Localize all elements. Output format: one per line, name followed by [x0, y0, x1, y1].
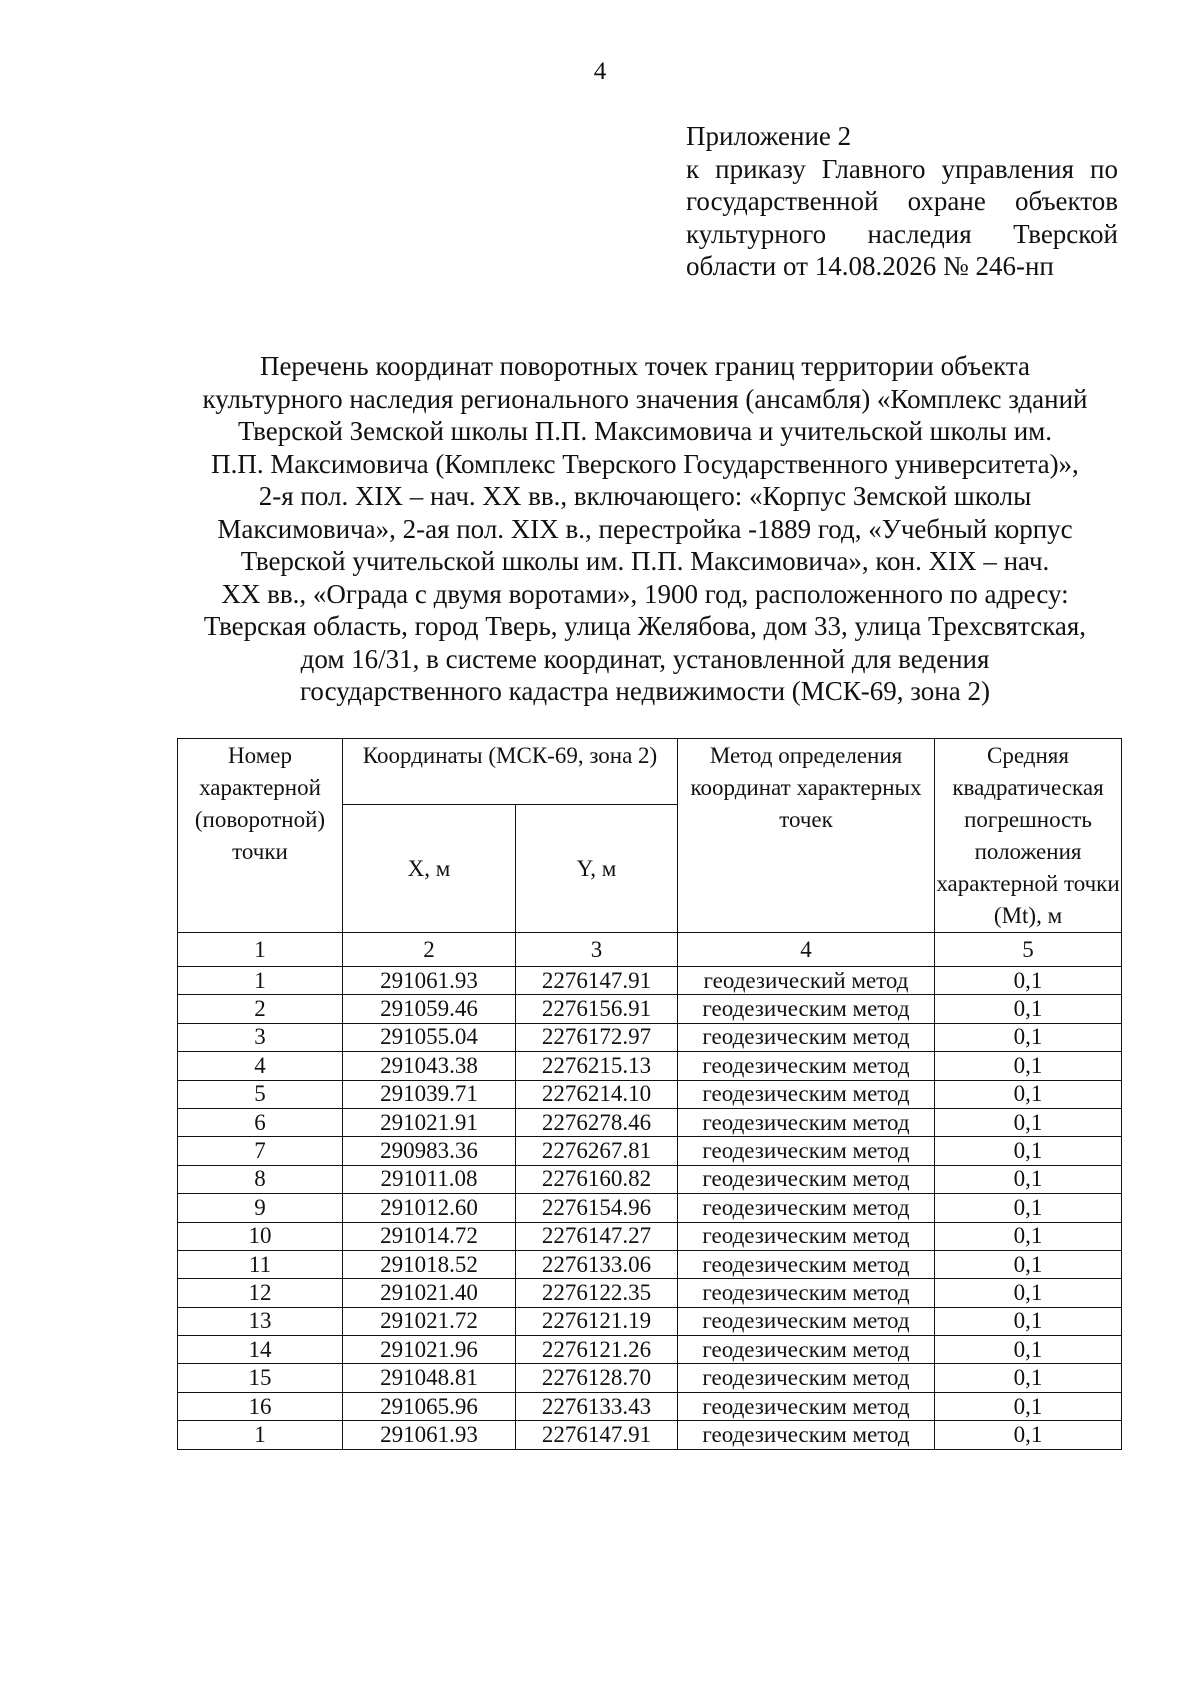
cell-x: 291061.93 [343, 967, 516, 995]
cell-y: 2276172.97 [516, 1023, 678, 1051]
cell-method: геодезическим метод [678, 1023, 935, 1051]
title-line: Тверская область, город Тверь, улица Желябова, дом 33, улица Трехсвятская, [203, 611, 1087, 641]
table-row [178, 1364, 1122, 1392]
cell-point-number: 9 [178, 1194, 343, 1222]
table-row [178, 1279, 1122, 1307]
table-row [178, 1307, 1122, 1335]
title-line: П.П. Максимовича (Комплекс Тверского Государственного университета)», [211, 448, 1079, 479]
cell-point-number: 3 [178, 1023, 343, 1051]
table-row [178, 1222, 1122, 1250]
cell-point-number: 7 [178, 1137, 343, 1165]
cell-y: 2276122.35 [516, 1279, 678, 1307]
cell-method: геодезическим метод [678, 1052, 935, 1080]
cell-point-number: 14 [178, 1336, 343, 1364]
cell-x: 291021.72 [343, 1307, 516, 1335]
cell-error: 0,1 [935, 1336, 1122, 1364]
cell-y: 2276133.06 [516, 1250, 678, 1278]
header-coordinates: Координаты (МСК-69, зона 2) [343, 739, 678, 805]
cell-method: геодезическим метод [678, 995, 935, 1023]
cell-x: 291059.46 [343, 995, 516, 1023]
cell-method: геодезическим метод [678, 1364, 935, 1392]
cell-y: 2276147.91 [516, 967, 678, 995]
cell-error: 0,1 [935, 1307, 1122, 1335]
table-row [178, 1052, 1122, 1080]
cell-y: 2276147.91 [516, 1421, 678, 1449]
cell-y: 2276121.19 [516, 1307, 678, 1335]
cell-error: 0,1 [935, 995, 1122, 1023]
cell-method: геодезическим метод [678, 1194, 935, 1222]
cell-method: геодезическим метод [678, 1279, 935, 1307]
cell-x: 291065.96 [343, 1392, 516, 1420]
cell-x: 291021.40 [343, 1279, 516, 1307]
cell-error: 0,1 [935, 1108, 1122, 1136]
cell-error: 0,1 [935, 1279, 1122, 1307]
table-row [178, 1421, 1122, 1449]
column-number: 5 [935, 933, 1122, 967]
table-row [178, 1392, 1122, 1420]
cell-error: 0,1 [935, 1250, 1122, 1278]
title-line: Перечень координат поворотных точек границ территории объекта [259, 351, 1031, 381]
table-row [178, 1108, 1122, 1136]
cell-x: 291021.96 [343, 1336, 516, 1364]
cell-y: 2276160.82 [516, 1165, 678, 1193]
cell-point-number: 16 [178, 1392, 343, 1420]
cell-point-number: 8 [178, 1165, 343, 1193]
cell-method: геодезическим метод [678, 1108, 935, 1136]
cell-method: геодезический метод [678, 967, 935, 995]
cell-point-number: 13 [178, 1307, 343, 1335]
table-row [178, 1194, 1122, 1222]
title-line: XX вв., «Ограда с двумя воротами», 1900 год, расположенного по адресу: [221, 578, 1069, 609]
cell-point-number: 4 [178, 1052, 343, 1080]
appendix-title: Приложение 2 [686, 121, 852, 151]
page-number: 4 [593, 58, 607, 85]
table-row [178, 1137, 1122, 1165]
cell-y: 2276154.96 [516, 1194, 678, 1222]
cell-y: 2276214.10 [516, 1080, 678, 1108]
cell-point-number: 1 [178, 1421, 343, 1449]
cell-error: 0,1 [935, 1023, 1122, 1051]
cell-y: 2276121.26 [516, 1336, 678, 1364]
cell-x: 291011.08 [343, 1165, 516, 1193]
cell-x: 291048.81 [343, 1364, 516, 1392]
cell-x: 291012.60 [343, 1194, 516, 1222]
column-number: 3 [516, 933, 678, 967]
cell-y: 2276133.43 [516, 1392, 678, 1420]
cell-method: геодезическим метод [678, 1421, 935, 1449]
table-row [178, 1080, 1122, 1108]
header-y: Y, м [516, 805, 678, 933]
header-x: X, м [343, 805, 516, 933]
cell-error: 0,1 [935, 1392, 1122, 1420]
cell-error: 0,1 [935, 1421, 1122, 1449]
cell-x: 291061.93 [343, 1421, 516, 1449]
cell-x: 291021.91 [343, 1108, 516, 1136]
column-number: 2 [343, 933, 516, 967]
cell-x: 291014.72 [343, 1222, 516, 1250]
cell-method: геодезическим метод [678, 1137, 935, 1165]
header-method: Метод определения координат характерных точек [678, 739, 935, 933]
title-line: дом 16/31, в системе координат, установленной для ведения [300, 643, 990, 674]
title-line: Тверской Земской школы П.П. Максимовича и учительской школы им. [238, 416, 1052, 446]
cell-y: 2276128.70 [516, 1364, 678, 1392]
cell-point-number: 5 [178, 1080, 343, 1108]
header-error: Средняя квадратическая погрешность положения характерной точки (Mt), м [935, 739, 1122, 933]
cell-point-number: 1 [178, 967, 343, 995]
cell-y: 2276215.13 [516, 1052, 678, 1080]
cell-method: геодезическим метод [678, 1336, 935, 1364]
title-line: 2-я пол. XIX – нач. XX вв., включающего: «Корпус Земской школы [258, 481, 1032, 511]
cell-x: 291018.52 [343, 1250, 516, 1278]
cell-method: геодезическим метод [678, 1080, 935, 1108]
cell-error: 0,1 [935, 1222, 1122, 1250]
cell-error: 0,1 [935, 1194, 1122, 1222]
table-row [178, 967, 1122, 995]
cell-x: 291043.38 [343, 1052, 516, 1080]
cell-point-number: 2 [178, 995, 343, 1023]
title-line: Тверской учительской школы им. П.П. Максимовича», кон. XIX – нач. [240, 546, 1050, 576]
cell-error: 0,1 [935, 1137, 1122, 1165]
cell-method: геодезическим метод [678, 1307, 935, 1335]
cell-y: 2276278.46 [516, 1108, 678, 1136]
cell-x: 291039.71 [343, 1080, 516, 1108]
title-line: Максимовича», 2-ая пол. XIX в., перестройка -1889 год, «Учебный корпус [217, 513, 1073, 544]
cell-point-number: 15 [178, 1364, 343, 1392]
header-point-number: Номер характерной (поворотной) точки [178, 739, 343, 933]
coordinates-table [177, 738, 1122, 1450]
table-row [178, 1165, 1122, 1193]
appendix-block [686, 120, 1118, 283]
table-body [178, 967, 1122, 1450]
cell-error: 0,1 [935, 967, 1122, 995]
cell-method: геодезическим метод [678, 1392, 935, 1420]
cell-x: 290983.36 [343, 1137, 516, 1165]
cell-error: 0,1 [935, 1080, 1122, 1108]
cell-y: 2276147.27 [516, 1222, 678, 1250]
column-number: 4 [678, 933, 935, 967]
cell-method: геодезическим метод [678, 1250, 935, 1278]
table-row [178, 1336, 1122, 1364]
cell-x: 291055.04 [343, 1023, 516, 1051]
cell-point-number: 11 [178, 1250, 343, 1278]
cell-method: геодезическим метод [678, 1165, 935, 1193]
appendix-basis: к приказу Главного управления по государственной охране объектов культурного наследия Тверской области от 14.08.2026 № 246-нп [686, 153, 1118, 281]
cell-point-number: 6 [178, 1108, 343, 1136]
cell-point-number: 10 [178, 1222, 343, 1250]
cell-error: 0,1 [935, 1364, 1122, 1392]
table-row [178, 1250, 1122, 1278]
cell-error: 0,1 [935, 1165, 1122, 1193]
cell-method: геодезическим метод [678, 1222, 935, 1250]
column-number: 1 [178, 933, 343, 967]
cell-y: 2276156.91 [516, 995, 678, 1023]
column-number-row [178, 933, 1122, 967]
cell-y: 2276267.81 [516, 1137, 678, 1165]
table-row [178, 1023, 1122, 1051]
table-row [178, 995, 1122, 1023]
title-line: государственного кадастра недвижимости (МСК-69, зона 2) [300, 676, 990, 706]
title-line: культурного наследия регионального значения (ансамбля) «Комплекс зданий [202, 383, 1088, 414]
document-title [150, 350, 1140, 708]
cell-error: 0,1 [935, 1052, 1122, 1080]
cell-point-number: 12 [178, 1279, 343, 1307]
